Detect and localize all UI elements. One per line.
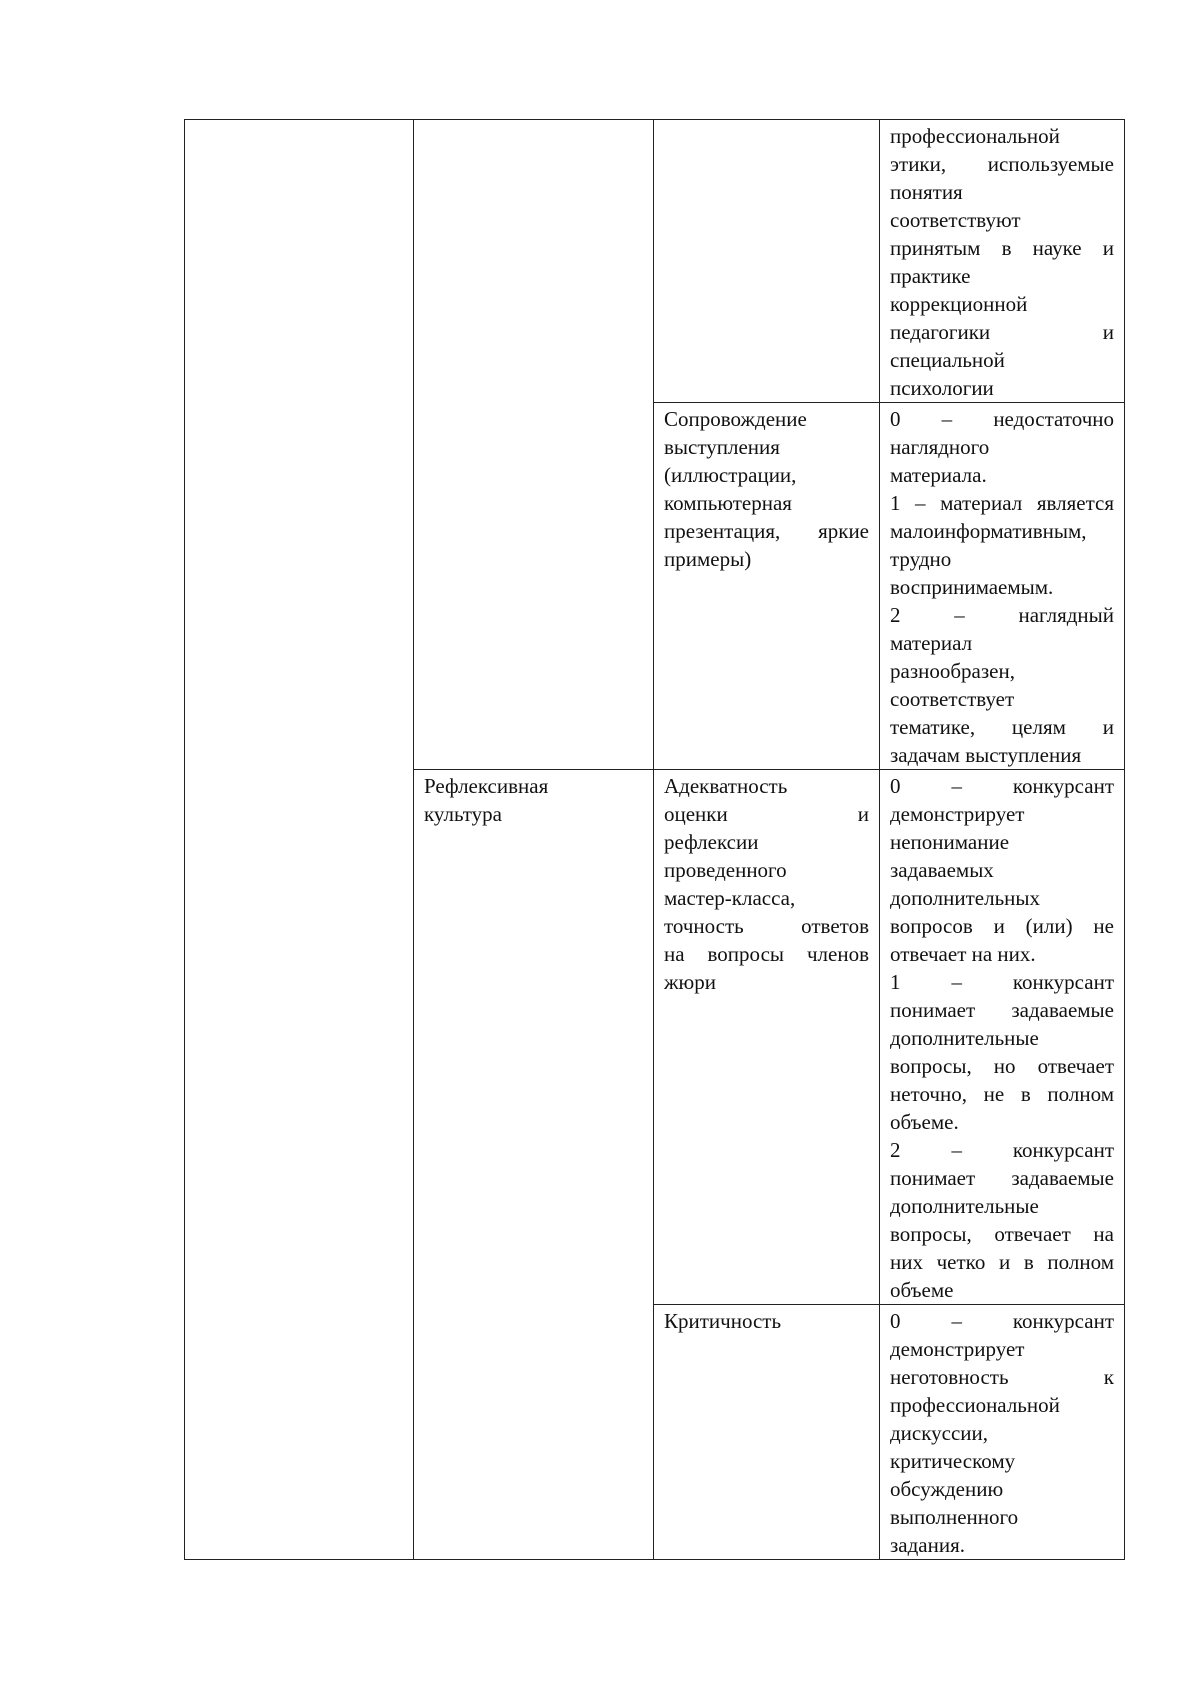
text-line: вопросов и (или) не — [890, 914, 1114, 938]
score-description — [890, 1307, 1114, 1559]
text-line: этики, используемые — [890, 152, 1114, 176]
text-line: демонстрирует — [890, 1337, 1025, 1361]
text-line: них четко и в полном — [890, 1250, 1114, 1274]
criterion-name — [664, 405, 869, 573]
competency-name — [424, 772, 643, 828]
score-description-cell — [880, 770, 1125, 1305]
score-description-cell — [880, 120, 1125, 403]
text-line: примеры) — [664, 547, 752, 571]
text-line: отвечает на них. — [890, 942, 1036, 966]
text-line: педагогики и — [890, 320, 1114, 344]
text-line: дополнительных — [890, 886, 1041, 910]
text-line: задаваемых — [890, 858, 994, 882]
text-line: дополнительные — [890, 1194, 1039, 1218]
criterion-cell — [654, 770, 880, 1305]
text-line: задания. — [890, 1533, 966, 1557]
text-line: Адекватность — [664, 774, 788, 798]
text-line: 0 – конкурсант — [890, 1309, 1114, 1333]
text-line: психологии — [890, 376, 994, 400]
text-line: Критичность — [664, 1309, 782, 1333]
text-line: соответствуют — [890, 208, 1021, 232]
text-line: (иллюстрации, — [664, 463, 797, 487]
text-line: специальной — [890, 348, 1005, 372]
text-line: демонстрирует — [890, 802, 1025, 826]
text-line: выступления — [664, 435, 780, 459]
text-line: профессиональной — [890, 1393, 1060, 1417]
text-line: понимает задаваемые — [890, 1166, 1114, 1190]
text-line: обсуждению — [890, 1477, 1004, 1501]
criterion-name — [664, 1307, 869, 1335]
text-line: компьютерная — [664, 491, 792, 515]
criterion-cell — [654, 1305, 880, 1560]
text-line: Рефлексивная — [424, 774, 549, 798]
text-line: соответствует — [890, 687, 1015, 711]
text-line: критическому — [890, 1449, 1016, 1473]
text-line: проведенного — [664, 858, 787, 882]
text-line: материала. — [890, 463, 987, 487]
text-line: трудно — [890, 547, 952, 571]
text-line: культура — [424, 802, 502, 826]
score-description-cell — [880, 1305, 1125, 1560]
text-line: жюри — [664, 970, 716, 994]
text-line: объеме — [890, 1278, 954, 1302]
text-line: неготовность к — [890, 1365, 1114, 1389]
text-line: точность ответов — [664, 914, 869, 938]
text-line: мастер-класса, — [664, 886, 796, 910]
text-line: коррекционной — [890, 292, 1028, 316]
text-line: материал — [890, 631, 973, 655]
text-line: профессиональной — [890, 124, 1060, 148]
score-description — [890, 772, 1114, 1304]
text-line: малоинформативным, — [890, 519, 1087, 543]
text-line: выполненного — [890, 1505, 1019, 1529]
text-line: практике — [890, 264, 971, 288]
text-line: разнообразен, — [890, 659, 1015, 683]
text-line: 2 – конкурсант — [890, 1138, 1114, 1162]
empty-criterion-cell — [654, 120, 880, 403]
criterion-cell — [654, 403, 880, 770]
text-line: 1 – конкурсант — [890, 970, 1114, 994]
score-description — [890, 122, 1114, 402]
empty-first-column-cell — [185, 120, 414, 1560]
text-line: дополнительные — [890, 1026, 1039, 1050]
text-line: задачам выступления — [890, 743, 1082, 767]
text-line: презентация, яркие — [664, 519, 869, 543]
text-line: воспринимаемым. — [890, 575, 1054, 599]
text-line: 0 – конкурсант — [890, 774, 1114, 798]
table-row — [185, 120, 1125, 403]
text-line: наглядного — [890, 435, 990, 459]
text-line: рефлексии — [664, 830, 759, 854]
empty-competency-cell — [414, 120, 654, 770]
text-line: принятым в науке и — [890, 236, 1114, 260]
score-description — [890, 405, 1114, 769]
text-line: вопросы, но отвечает — [890, 1054, 1114, 1078]
score-description-cell — [880, 403, 1125, 770]
criteria-table — [184, 119, 1125, 1560]
text-line: на вопросы членов — [664, 942, 869, 966]
text-line: 2 – наглядный — [890, 603, 1114, 627]
text-line: Сопровождение — [664, 407, 807, 431]
text-line: дискуссии, — [890, 1421, 989, 1445]
text-line: 1 – материал является — [890, 491, 1114, 515]
competency-cell — [414, 770, 654, 1560]
text-line: тематике, целям и — [890, 715, 1114, 739]
text-line: вопросы, отвечает на — [890, 1222, 1114, 1246]
text-line: неточно, не в полном — [890, 1082, 1114, 1106]
text-line: 0 – недостаточно — [890, 407, 1114, 431]
text-line: непонимание — [890, 830, 1010, 854]
text-line: оценки и — [664, 802, 869, 826]
text-line: понятия — [890, 180, 963, 204]
text-line: объеме. — [890, 1110, 959, 1134]
criterion-name — [664, 772, 869, 996]
text-line: понимает задаваемые — [890, 998, 1114, 1022]
